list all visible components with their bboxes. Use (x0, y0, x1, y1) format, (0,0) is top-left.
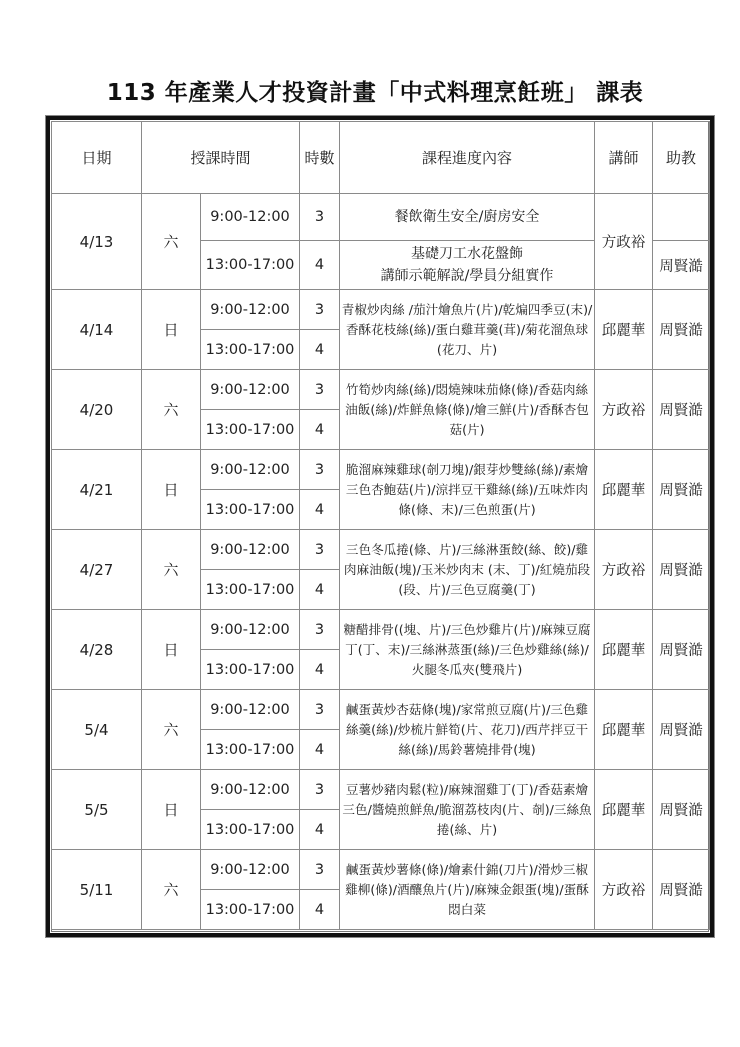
slot-time: 9:00-12:00 (201, 370, 300, 410)
slot-hours: 4 (300, 730, 340, 770)
header-content: 課程進度內容 (340, 122, 595, 194)
assistant: 周賢澔 (653, 530, 710, 610)
session-content: 糖醋排骨((塊、片)/三色炒雞片(片)/麻辣豆腐丁(丁、末)/三絲淋蒸蛋(絲)/三色炒雞絲(絲)/火腿冬瓜夾(雙飛片) (340, 610, 595, 690)
session-date: 5/11 (52, 850, 142, 930)
session-content: 脆溜麻辣雞球(剞刀塊)/銀芽炒雙絲(絲)/素燴三色杏鮑菇(片)/涼拌豆干雞絲(絲)/五味炸肉條(條、末)/三色煎蛋(片) (340, 450, 595, 530)
slot-time: 13:00-17:00 (201, 650, 300, 690)
session-content: 青椒炒肉絲 /茄汁燴魚片(片)/乾煸四季豆(末)/香酥花枝絲(絲)/蛋白雞茸羹(茸)/菊花溜魚球(花刀、片) (340, 290, 595, 370)
instructor: 邱麗華 (595, 290, 653, 370)
session-content: 豆薯炒豬肉鬆(粒)/麻辣溜雞丁(丁)/香菇素燴三色/醬燒煎鮮魚/脆溜荔枝肉(片、剞)/三絲魚捲(絲、片) (340, 770, 595, 850)
assistant (653, 194, 710, 241)
slot-time: 9:00-12:00 (201, 850, 300, 890)
table-row (52, 450, 710, 490)
slot-hours: 3 (300, 770, 340, 810)
slot-hours: 3 (300, 370, 340, 410)
slot-time: 9:00-12:00 (201, 530, 300, 570)
header-time: 授課時間 (142, 122, 300, 194)
assistant: 周賢澔 (653, 690, 710, 770)
assistant: 周賢澔 (653, 770, 710, 850)
instructor: 邱麗華 (595, 690, 653, 770)
slot-hours: 4 (300, 410, 340, 450)
session-content: 三色冬瓜捲(條、片)/三絲淋蛋餃(絲、餃)/雞肉麻油飯(塊)/玉米炒肉末 (末、丁)/紅燒茄段(段、片)/三色豆腐羹(丁) (340, 530, 595, 610)
instructor: 邱麗華 (595, 770, 653, 850)
session-weekday: 日 (142, 450, 201, 530)
session-weekday: 六 (142, 530, 201, 610)
session-date: 5/4 (52, 690, 142, 770)
slot-time: 13:00-17:00 (201, 810, 300, 850)
instructor: 方政裕 (595, 370, 653, 450)
slot-time: 9:00-12:00 (201, 770, 300, 810)
session-date: 5/5 (52, 770, 142, 850)
session-content: 鹹蛋黃炒薯條(條)/燴素什錦(刀片)/滑炒三椒雞柳(條)/酒釀魚片(片)/麻辣金銀蛋(塊)/蛋酥悶白菜 (340, 850, 595, 930)
table-row (52, 194, 710, 241)
slot-hours: 4 (300, 490, 340, 530)
slot-hours: 4 (300, 570, 340, 610)
instructor: 邱麗華 (595, 450, 653, 530)
table-row (52, 850, 710, 890)
header-hours: 時數 (300, 122, 340, 194)
slot-hours: 4 (300, 810, 340, 850)
session-weekday: 日 (142, 610, 201, 690)
slot-time: 9:00-12:00 (201, 194, 300, 241)
slot-time: 13:00-17:00 (201, 570, 300, 610)
table-row (52, 690, 710, 730)
slot-content-line: 基礎刀工水花盤飾 (411, 246, 524, 262)
slot-time: 9:00-12:00 (201, 690, 300, 730)
slot-time: 13:00-17:00 (201, 241, 300, 290)
slot-content (340, 241, 595, 290)
assistant: 周賢澔 (653, 290, 710, 370)
table-row (52, 610, 710, 650)
slot-content: 餐飲衛生安全/廚房安全 (340, 194, 595, 241)
slot-time: 13:00-17:00 (201, 890, 300, 930)
session-weekday: 日 (142, 290, 201, 370)
table-row (52, 770, 710, 810)
slot-time: 13:00-17:00 (201, 490, 300, 530)
session-content: 竹筍炒肉絲(絲)/悶燒辣味茄條(條)/香菇肉絲油飯(絲)/炸鮮魚條(條)/燴三鮮(片)/香酥杏包菇(片) (340, 370, 595, 450)
session-weekday: 日 (142, 770, 201, 850)
session-date: 4/13 (52, 194, 142, 290)
slot-hours: 3 (300, 530, 340, 570)
slot-hours: 3 (300, 690, 340, 730)
session-date: 4/27 (52, 530, 142, 610)
slot-hours: 3 (300, 450, 340, 490)
session-weekday: 六 (142, 690, 201, 770)
session-date: 4/28 (52, 610, 142, 690)
slot-hours: 3 (300, 610, 340, 650)
instructor: 方政裕 (595, 850, 653, 930)
slot-hours: 4 (300, 890, 340, 930)
slot-hours: 4 (300, 241, 340, 290)
page-title: 113 年產業人才投資計畫「中式料理烹飪班」 課表 (106, 80, 644, 106)
slot-time: 13:00-17:00 (201, 730, 300, 770)
assistant: 周賢澔 (653, 370, 710, 450)
table-row (52, 370, 710, 410)
session-content: 鹹蛋黃炒杏菇條(塊)/家常煎豆腐(片)/三色雞絲羹(絲)/炒梳片鮮筍(片、花刀)/西芹拌豆干絲(絲)/馬鈴薯燒排骨(塊) (340, 690, 595, 770)
instructor: 邱麗華 (595, 610, 653, 690)
slot-time: 9:00-12:00 (201, 610, 300, 650)
session-date: 4/14 (52, 290, 142, 370)
assistant: 周賢澔 (653, 610, 710, 690)
slot-hours: 4 (300, 330, 340, 370)
instructor: 方政裕 (595, 194, 653, 290)
slot-time: 13:00-17:00 (201, 410, 300, 450)
assistant: 周賢澔 (653, 450, 710, 530)
session-weekday: 六 (142, 850, 201, 930)
slot-hours: 3 (300, 194, 340, 241)
instructor: 方政裕 (595, 530, 653, 610)
slot-time: 13:00-17:00 (201, 330, 300, 370)
session-weekday: 六 (142, 370, 201, 450)
slot-hours: 3 (300, 850, 340, 890)
schedule-table (51, 121, 710, 930)
session-date: 4/20 (52, 370, 142, 450)
header-date: 日期 (52, 122, 142, 194)
header-instructor: 講師 (595, 122, 653, 194)
slot-time: 9:00-12:00 (201, 290, 300, 330)
header-assistant: 助教 (653, 122, 710, 194)
slot-hours: 4 (300, 650, 340, 690)
assistant: 周賢澔 (653, 850, 710, 930)
session-date: 4/21 (52, 450, 142, 530)
slot-content-line: 講師示範解說/學員分組實作 (380, 268, 554, 284)
session-weekday: 六 (142, 194, 201, 290)
slot-hours: 3 (300, 290, 340, 330)
assistant: 周賢澔 (653, 241, 710, 290)
table-row (52, 530, 710, 570)
header-row (52, 122, 710, 194)
slot-time: 9:00-12:00 (201, 450, 300, 490)
table-row (52, 290, 710, 330)
